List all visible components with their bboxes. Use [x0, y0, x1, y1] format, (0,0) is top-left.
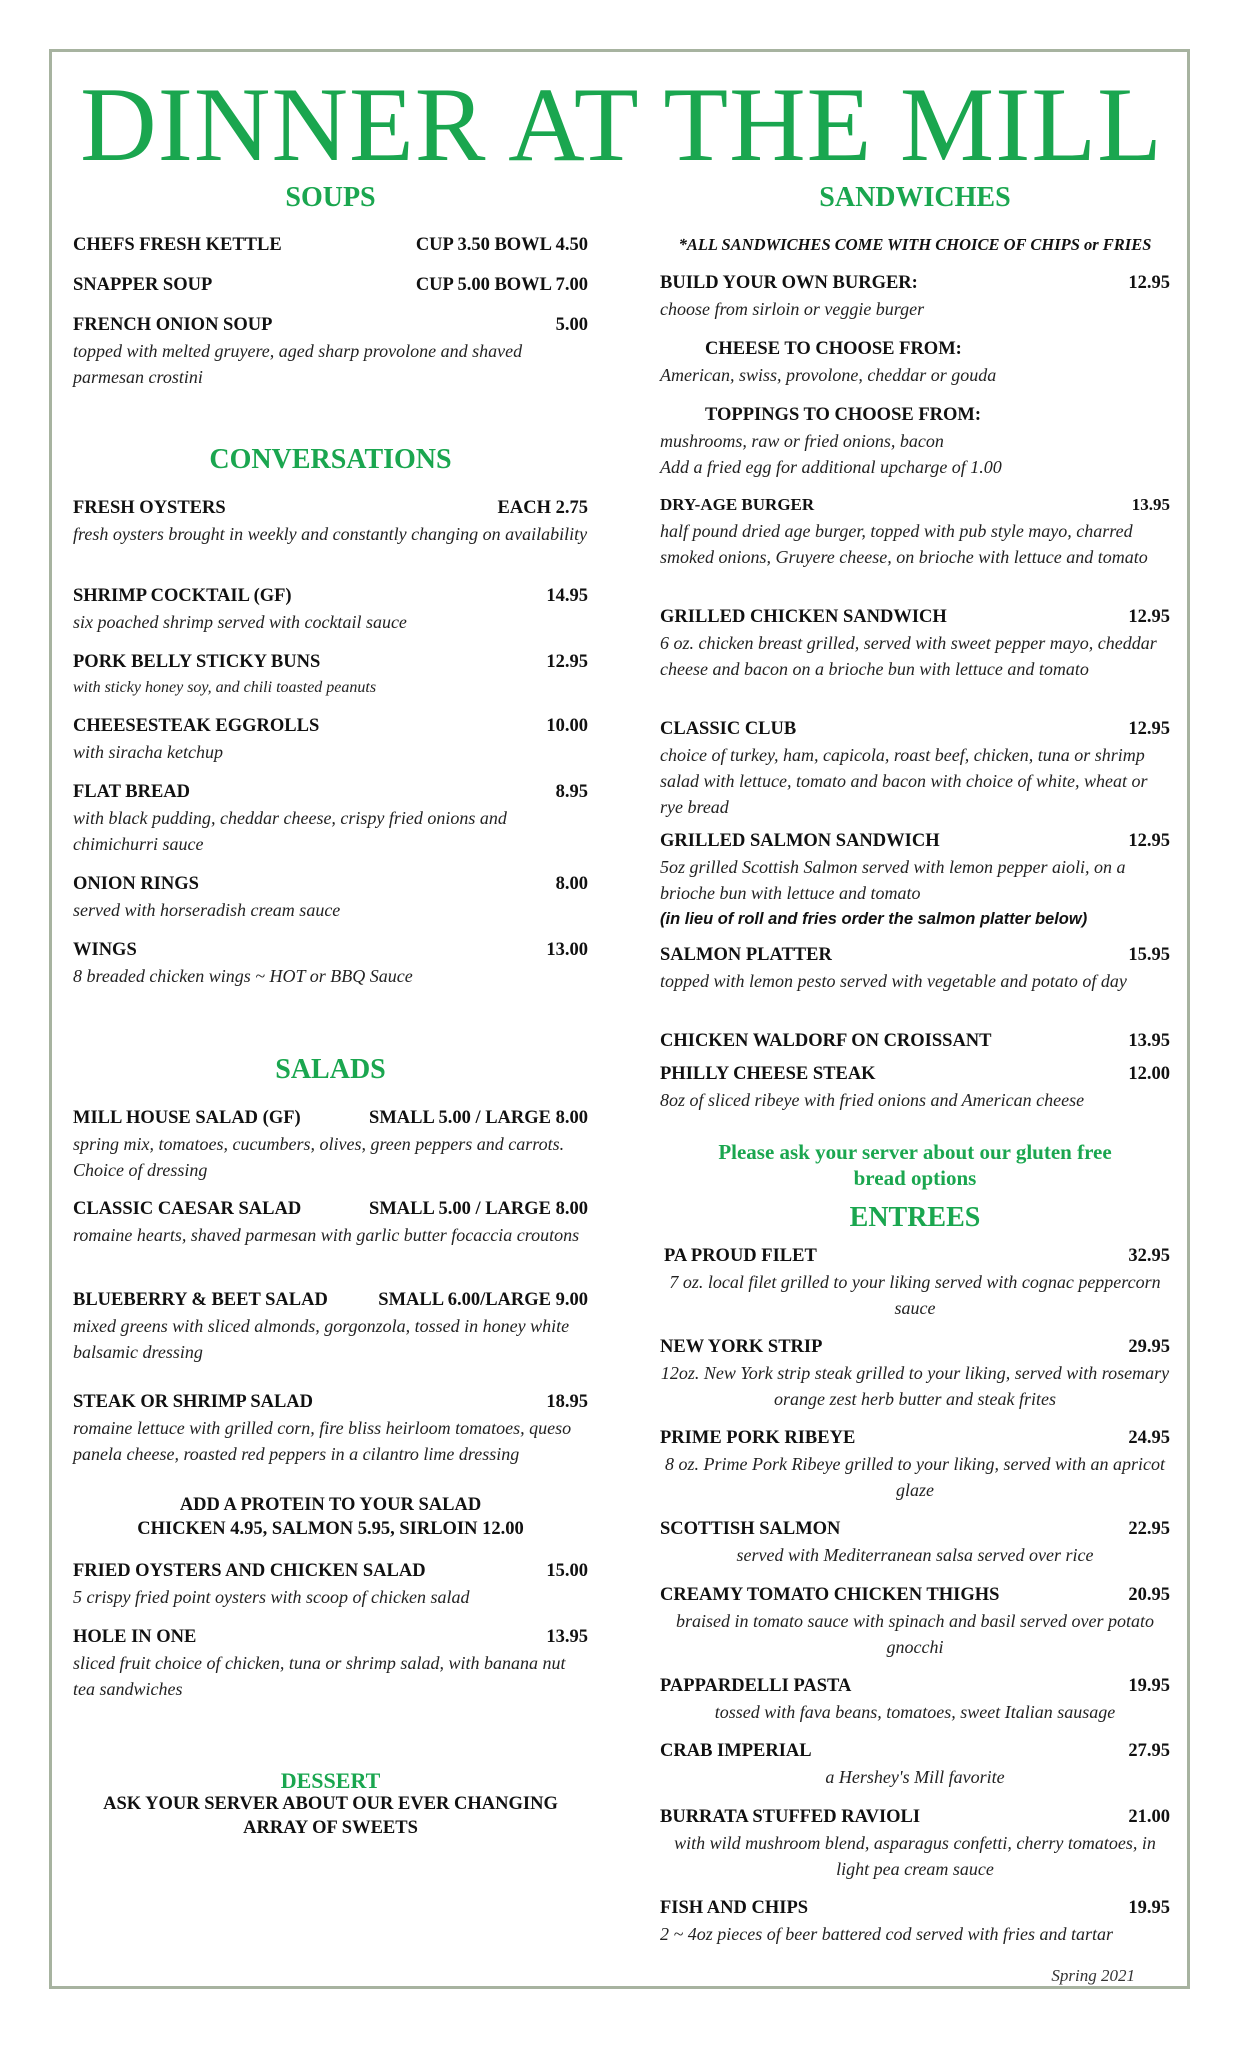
item-description: 2 ~ 4oz pieces of beer battered cod served with fries and tartar: [660, 1924, 1114, 1944]
item-name: SNAPPER SOUP: [73, 275, 213, 295]
item-description: topped with lemon pesto served with vegetable and potato of day: [660, 971, 1127, 991]
menu-item: [73, 1389, 588, 1467]
menu-item: [73, 713, 588, 765]
menu-item: [73, 1196, 588, 1248]
item-name: PORK BELLY STICKY BUNS: [73, 652, 321, 672]
item-price: 24.95: [1128, 1428, 1170, 1448]
item-price: CUP 3.50 BOWL 4.50: [415, 235, 588, 255]
menu-item: [73, 272, 588, 298]
item-description: six poached shrimp served with cocktail sauce: [73, 612, 407, 632]
item-price: 20.95: [1128, 1585, 1170, 1605]
item-price: 27.95: [1128, 1741, 1170, 1761]
fried-egg-upcharge: Add a fried egg for additional upcharge of 1.00: [660, 457, 1002, 477]
item-price: 13.95: [546, 1627, 588, 1647]
cheese-options-list: American, swiss, provolone, cheddar or gouda: [660, 365, 997, 385]
item-description: sliced fruit choice of chicken, tuna or shrimp salad, with banana nut tea sandwiches: [73, 1653, 566, 1699]
item-price: 10.00: [546, 716, 588, 736]
item-name: CLASSIC CLUB: [660, 719, 797, 739]
menu-item: [660, 1028, 1170, 1054]
menu-title: DINNER AT THE MILL: [80, 66, 1163, 183]
menu-item: [73, 937, 588, 989]
menu-item: [73, 495, 588, 547]
item-price: 15.95: [1128, 945, 1170, 965]
menu-item: [660, 942, 1170, 994]
item-name: MILL HOUSE SALAD (GF): [73, 1108, 301, 1128]
item-name: PAPPARDELLI PASTA: [660, 1676, 852, 1696]
item-price: 13.95: [1131, 495, 1170, 514]
item-price: SMALL 5.00 / LARGE 8.00: [369, 1108, 588, 1128]
item-price: 8.95: [555, 782, 588, 802]
menu-item: [660, 1895, 1170, 1947]
sandwiches-heading: SANDWICHES: [819, 182, 1011, 213]
item-price: 32.95: [1128, 1246, 1170, 1266]
item-name: CRAB IMPERIAL: [660, 1741, 812, 1761]
menu-item: [660, 1738, 1170, 1790]
item-name: FRESH OYSTERS: [73, 498, 226, 518]
menu-item: [660, 828, 1170, 932]
menu-item: [660, 1673, 1170, 1725]
item-price: 19.95: [1128, 1676, 1170, 1696]
item-price: 13.00: [546, 940, 588, 960]
menu-item: [660, 492, 1170, 570]
item-description: tossed with fava beans, tomatoes, sweet Italian sausage: [714, 1702, 1116, 1722]
item-description: with wild mushroom blend, asparagus confetti, cherry tomatoes, in light pea cream sauce: [674, 1833, 1156, 1879]
item-name: SALMON PLATTER: [660, 945, 832, 965]
protein-addon-heading: ADD A PROTEIN TO YOUR SALAD: [179, 1495, 482, 1515]
item-name: PRIME PORK RIBEYE: [660, 1428, 856, 1448]
item-name: CLASSIC CAESAR SALAD: [73, 1199, 302, 1219]
item-name: GRILLED SALMON SANDWICH: [660, 831, 940, 851]
menu-item: [660, 1804, 1170, 1882]
item-price: 22.95: [1128, 1519, 1170, 1539]
menu-item: [660, 716, 1170, 820]
item-description: braised in tomato sauce with spinach and basil served over potato gnocchi: [676, 1611, 1154, 1657]
item-price: 5.00: [555, 315, 588, 335]
item-description: 6 oz. chicken breast grilled, served with sweet pepper mayo, cheddar cheese and bacon on a brioche bun with lettuce and tomato: [660, 633, 1157, 679]
item-description: a Hershey's Mill favorite: [825, 1767, 1005, 1787]
item-description: served with Mediterranean salsa served over rice: [736, 1545, 1094, 1565]
item-price: 18.95: [546, 1392, 588, 1412]
item-price: 12.95: [1128, 831, 1170, 851]
item-description: 5oz grilled Scottish Salmon served with lemon pepper aioli, on a brioche bun with lettuce and tomato: [660, 857, 1126, 903]
menu-item: [73, 649, 588, 701]
gluten-free-note-line2: bread options: [853, 1166, 977, 1190]
menu-item: [73, 1624, 588, 1702]
item-price: 19.95: [1128, 1898, 1170, 1918]
topping-options-list: mushrooms, raw or fried onions, bacon: [660, 431, 944, 451]
item-name: BUILD YOUR OWN BURGER:: [660, 273, 918, 293]
item-description: 5 crispy fried point oysters with scoop of chicken salad: [73, 1587, 470, 1607]
item-price: 14.95: [546, 586, 588, 606]
menu-item: [73, 312, 588, 390]
item-price: 12.95: [546, 652, 588, 672]
item-name: FRIED OYSTERS AND CHICKEN SALAD: [73, 1561, 426, 1581]
item-price: 13.95: [1128, 1031, 1170, 1051]
item-name: SHRIMP COCKTAIL (GF): [73, 586, 292, 606]
item-name: NEW YORK STRIP: [660, 1337, 823, 1357]
menu-item: [660, 270, 1170, 322]
item-description: choose from sirloin or veggie burger: [660, 299, 925, 319]
item-price: CUP 5.00 BOWL 7.00: [415, 275, 588, 295]
dessert-note-line1: ASK YOUR SERVER ABOUT OUR EVER CHANGING: [103, 1794, 558, 1814]
item-description: 7 oz. local filet grilled to your liking served with cognac peppercorn sauce: [669, 1272, 1161, 1318]
item-description: with siracha ketchup: [73, 742, 223, 762]
salads-heading: SALADS: [275, 1054, 386, 1085]
sandwiches-note: *ALL SANDWICHES COME WITH CHOICE OF CHIPS or FRIES: [678, 235, 1152, 254]
item-name: BURRATA STUFFED RAVIOLI: [660, 1807, 921, 1827]
item-description: with sticky honey soy, and chili toasted peanuts: [73, 679, 377, 696]
item-price: SMALL 6.00/LARGE 9.00: [378, 1290, 588, 1310]
item-price: 15.00: [546, 1561, 588, 1581]
menu-item: [73, 871, 588, 923]
item-name: CREAMY TOMATO CHICKEN THIGHS: [660, 1585, 1000, 1605]
menu-item: [73, 779, 588, 857]
topping-options-heading: TOPPINGS TO CHOOSE FROM:: [705, 405, 982, 425]
item-description: 8oz of sliced ribeye with fried onions and American cheese: [660, 1090, 1085, 1110]
item-description: 12oz. New York strip steak grilled to your liking, served with rosemary orange zest herb butter and steak frites: [660, 1363, 1170, 1409]
item-description: half pound dried age burger, topped with pub style mayo, charred smoked onions, Gruyere cheese, on brioche with lettuce and tomato: [660, 521, 1148, 567]
menu-item: [660, 604, 1170, 682]
item-price: 12.95: [1128, 273, 1170, 293]
menu-item: [73, 583, 588, 635]
item-description: topped with melted gruyere, aged sharp provolone and shaved parmesan crostini: [73, 341, 523, 387]
salmon-platter-note: (in lieu of roll and fries order the salmon platter below): [660, 910, 1088, 928]
item-description: served with horseradish cream sauce: [73, 900, 341, 920]
protein-addon-prices: CHICKEN 4.95, SALMON 5.95, SIRLOIN 12.00: [137, 1519, 524, 1539]
item-price: 8.00: [555, 874, 588, 894]
conversations-heading: CONVERSATIONS: [209, 444, 452, 475]
item-name: FLAT BREAD: [73, 782, 191, 802]
menu-item: [660, 1334, 1170, 1412]
menu-item: [660, 1582, 1170, 1660]
item-price: 12.95: [1128, 719, 1170, 739]
item-name: SCOTTISH SALMON: [660, 1519, 841, 1539]
item-name: PA PROUD FILET: [664, 1246, 817, 1266]
dessert-heading: DESSERT: [280, 1768, 381, 1793]
item-name: FRENCH ONION SOUP: [73, 315, 273, 335]
item-description: choice of turkey, ham, capicola, roast beef, chicken, tuna or shrimp salad with lettuce, tomato and bacon with choice of white, wheat or rye bread: [660, 745, 1148, 817]
item-name: HOLE IN ONE: [73, 1627, 197, 1647]
item-description: spring mix, tomatoes, cucumbers, olives, green peppers and carrots. Choice of dressing: [73, 1134, 565, 1180]
item-description: 8 breaded chicken wings ~ HOT or BBQ Sauce: [73, 966, 413, 986]
menu-item: [73, 232, 588, 258]
item-name: CHEESESTEAK EGGROLLS: [73, 716, 320, 736]
gluten-free-note-line1: Please ask your server about our gluten free: [718, 1140, 1112, 1164]
item-price: 21.00: [1128, 1807, 1170, 1827]
item-price: 12.95: [1128, 607, 1170, 627]
item-description: fresh oysters brought in weekly and constantly changing on availability: [73, 524, 588, 544]
item-name: GRILLED CHICKEN SANDWICH: [660, 607, 947, 627]
menu-item: [73, 1105, 588, 1183]
item-name: WINGS: [73, 940, 137, 960]
item-description: 8 oz. Prime Pork Ribeye grilled to your liking, served with an apricot glaze: [665, 1454, 1165, 1500]
cheese-options: [660, 336, 1170, 388]
item-name: CHICKEN WALDORF ON CROISSANT: [660, 1031, 992, 1051]
menu-item: [660, 1516, 1170, 1568]
soups-heading: SOUPS: [285, 182, 376, 213]
item-price: SMALL 5.00 / LARGE 8.00: [369, 1199, 588, 1219]
menu-item: [660, 1243, 1170, 1321]
item-name: PHILLY CHEESE STEAK: [660, 1064, 876, 1084]
dessert-note-line2: ARRAY OF SWEETS: [243, 1818, 418, 1838]
season-footer: Spring 2021: [1051, 1966, 1135, 1985]
item-description: mixed greens with sliced almonds, gorgonzola, tossed in honey white balsamic dressing: [73, 1316, 570, 1362]
menu-item: [73, 1558, 588, 1610]
entrees-heading: ENTREES: [849, 1202, 981, 1233]
item-name: CHEFS FRESH KETTLE: [73, 235, 282, 255]
item-description: romaine lettuce with grilled corn, fire bliss heirloom tomatoes, queso panela cheese, roasted red peppers in a cilantro lime dressing: [73, 1418, 572, 1464]
item-name: BLUEBERRY & BEET SALAD: [73, 1290, 328, 1310]
item-name: ONION RINGS: [73, 874, 199, 894]
item-name: DRY-AGE BURGER: [660, 495, 815, 514]
item-description: romaine hearts, shaved parmesan with garlic butter focaccia croutons: [73, 1225, 580, 1245]
item-name: FISH AND CHIPS: [660, 1898, 809, 1918]
item-name: STEAK OR SHRIMP SALAD: [73, 1392, 314, 1412]
menu-item: [660, 1425, 1170, 1503]
item-price: EACH 2.75: [497, 498, 588, 518]
cheese-options-heading: CHEESE TO CHOOSE FROM:: [705, 339, 962, 359]
menu-item: [73, 1287, 588, 1365]
item-description: with black pudding, cheddar cheese, crispy fried onions and chimichurri sauce: [73, 808, 507, 854]
item-price: 29.95: [1128, 1337, 1170, 1357]
topping-options: [660, 402, 1170, 480]
item-price: 12.00: [1128, 1064, 1170, 1084]
menu-item: [660, 1061, 1170, 1113]
